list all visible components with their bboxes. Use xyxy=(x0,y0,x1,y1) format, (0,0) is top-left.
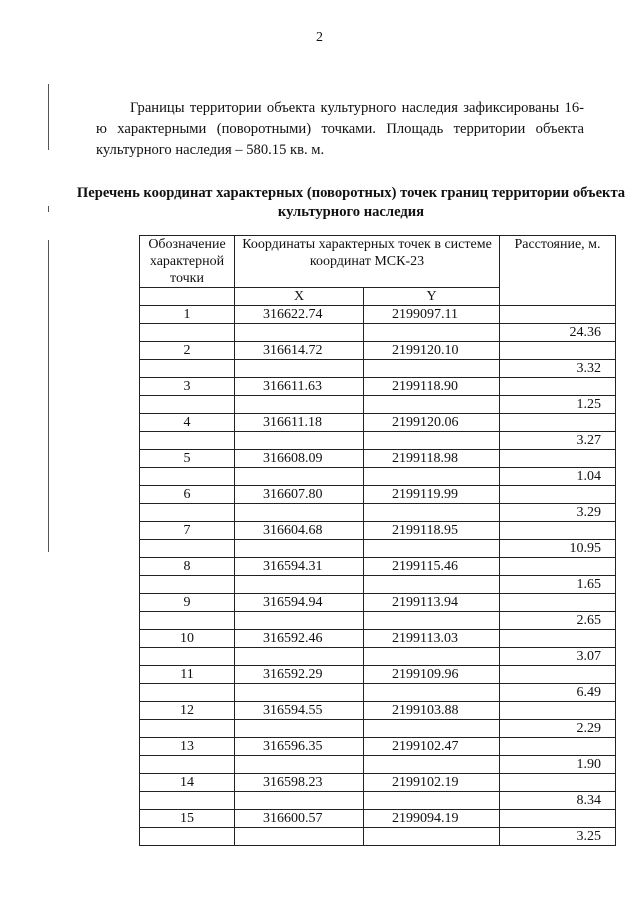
distance-value: 1.04 xyxy=(500,468,616,486)
y-coordinate: 2199118.95 xyxy=(364,522,500,540)
empty-cell xyxy=(364,468,500,486)
y-coordinate: 2199118.98 xyxy=(364,450,500,468)
empty-cell xyxy=(235,612,364,630)
empty-cell xyxy=(235,432,364,450)
y-coordinate: 2199102.19 xyxy=(364,774,500,792)
empty-cell xyxy=(364,504,500,522)
empty-cell xyxy=(364,828,500,846)
x-coordinate: 316622.74 xyxy=(235,306,364,324)
empty-cell xyxy=(140,576,235,594)
point-number: 4 xyxy=(140,414,235,432)
margin-mark xyxy=(48,240,49,552)
empty-cell xyxy=(235,576,364,594)
table-row xyxy=(140,324,616,342)
empty-cell xyxy=(364,756,500,774)
distance-value: 3.29 xyxy=(500,504,616,522)
x-coordinate: 316592.46 xyxy=(235,630,364,648)
empty-cell xyxy=(235,396,364,414)
x-coordinate: 316594.55 xyxy=(235,702,364,720)
header-x: X xyxy=(235,288,364,306)
point-number: 2 xyxy=(140,342,235,360)
x-coordinate: 316604.68 xyxy=(235,522,364,540)
point-number: 12 xyxy=(140,702,235,720)
empty-cell xyxy=(500,630,616,648)
table-row xyxy=(140,792,616,810)
y-coordinate: 2199109.96 xyxy=(364,666,500,684)
empty-cell xyxy=(140,324,235,342)
empty-cell xyxy=(235,684,364,702)
table-row xyxy=(140,540,616,558)
empty-cell xyxy=(140,432,235,450)
x-coordinate: 316598.23 xyxy=(235,774,364,792)
table-row xyxy=(140,486,616,504)
table-row xyxy=(140,558,616,576)
header-point: Обозначение характерной точки xyxy=(140,236,235,288)
y-coordinate: 2199119.99 xyxy=(364,486,500,504)
empty-cell xyxy=(500,666,616,684)
empty-cell xyxy=(500,522,616,540)
empty-cell xyxy=(500,486,616,504)
point-number: 6 xyxy=(140,486,235,504)
empty-cell xyxy=(140,720,235,738)
table-row xyxy=(140,306,616,324)
distance-value: 2.65 xyxy=(500,612,616,630)
point-number: 15 xyxy=(140,810,235,828)
table-row xyxy=(140,774,616,792)
table-row xyxy=(140,396,616,414)
distance-value: 1.90 xyxy=(500,756,616,774)
empty-cell xyxy=(500,558,616,576)
empty-cell xyxy=(500,342,616,360)
empty-cell xyxy=(364,396,500,414)
empty-cell xyxy=(235,468,364,486)
header-coords: Координаты характерных точек в системе координат МСК-23 xyxy=(235,236,500,288)
point-number: 7 xyxy=(140,522,235,540)
empty-cell xyxy=(364,324,500,342)
distance-value: 6.49 xyxy=(500,684,616,702)
x-coordinate: 316611.63 xyxy=(235,378,364,396)
table-row xyxy=(140,828,616,846)
table-row xyxy=(140,702,616,720)
empty-cell xyxy=(364,360,500,378)
empty-cell xyxy=(235,540,364,558)
table-row xyxy=(140,738,616,756)
empty-cell xyxy=(500,702,616,720)
table-row xyxy=(140,576,616,594)
margin-mark xyxy=(48,84,49,150)
x-coordinate: 316594.94 xyxy=(235,594,364,612)
empty-cell xyxy=(140,468,235,486)
x-coordinate: 316592.29 xyxy=(235,666,364,684)
empty-cell xyxy=(235,324,364,342)
point-number: 5 xyxy=(140,450,235,468)
y-coordinate: 2199097.11 xyxy=(364,306,500,324)
table-body xyxy=(140,306,616,846)
empty-cell xyxy=(500,738,616,756)
empty-cell xyxy=(140,396,235,414)
page-number: 2 xyxy=(316,30,323,45)
empty-cell xyxy=(500,378,616,396)
empty-cell xyxy=(235,360,364,378)
x-coordinate: 316611.18 xyxy=(235,414,364,432)
table-row xyxy=(140,504,616,522)
table-row xyxy=(140,360,616,378)
x-coordinate: 316608.09 xyxy=(235,450,364,468)
distance-value: 3.32 xyxy=(500,360,616,378)
x-coordinate: 316607.80 xyxy=(235,486,364,504)
point-number: 10 xyxy=(140,630,235,648)
table-row xyxy=(140,666,616,684)
y-coordinate: 2199113.94 xyxy=(364,594,500,612)
empty-cell xyxy=(140,360,235,378)
table-row xyxy=(140,720,616,738)
empty-cell xyxy=(364,432,500,450)
point-number: 14 xyxy=(140,774,235,792)
table-row xyxy=(140,684,616,702)
empty-cell xyxy=(364,720,500,738)
x-coordinate: 316600.57 xyxy=(235,810,364,828)
list-title: Перечень координат характерных (поворотных) точек границ территории объекта культурного наследия xyxy=(76,185,626,220)
table-row xyxy=(140,432,616,450)
x-coordinate: 316614.72 xyxy=(235,342,364,360)
empty-cell xyxy=(235,504,364,522)
empty-cell xyxy=(364,792,500,810)
empty-cell xyxy=(364,648,500,666)
point-number: 3 xyxy=(140,378,235,396)
y-coordinate: 2199120.10 xyxy=(364,342,500,360)
distance-value: 24.36 xyxy=(500,324,616,342)
margin-mark xyxy=(48,206,49,212)
empty-cell xyxy=(140,612,235,630)
empty-cell xyxy=(364,612,500,630)
table-row xyxy=(140,612,616,630)
empty-cell xyxy=(500,414,616,432)
x-coordinate: 316596.35 xyxy=(235,738,364,756)
header-point-cont xyxy=(140,288,235,306)
x-coordinate: 316594.31 xyxy=(235,558,364,576)
y-coordinate: 2199102.47 xyxy=(364,738,500,756)
distance-value: 3.07 xyxy=(500,648,616,666)
empty-cell xyxy=(140,684,235,702)
empty-cell xyxy=(140,540,235,558)
empty-cell xyxy=(500,810,616,828)
empty-cell xyxy=(140,792,235,810)
distance-value: 10.95 xyxy=(500,540,616,558)
empty-cell xyxy=(235,792,364,810)
point-number: 1 xyxy=(140,306,235,324)
table-row xyxy=(140,630,616,648)
table-row xyxy=(140,810,616,828)
distance-value: 3.27 xyxy=(500,432,616,450)
y-coordinate: 2199115.46 xyxy=(364,558,500,576)
table-row xyxy=(140,648,616,666)
distance-value: 1.65 xyxy=(500,576,616,594)
empty-cell xyxy=(140,756,235,774)
empty-cell xyxy=(140,504,235,522)
empty-cell xyxy=(500,450,616,468)
header-y: Y xyxy=(364,288,500,306)
coordinates-table xyxy=(139,235,616,846)
empty-cell xyxy=(500,306,616,324)
distance-value: 3.25 xyxy=(500,828,616,846)
distance-value: 1.25 xyxy=(500,396,616,414)
empty-cell xyxy=(364,684,500,702)
empty-cell xyxy=(140,828,235,846)
table-row xyxy=(140,450,616,468)
table-row xyxy=(140,594,616,612)
y-coordinate: 2199113.03 xyxy=(364,630,500,648)
table-row xyxy=(140,378,616,396)
empty-cell xyxy=(235,648,364,666)
empty-cell xyxy=(140,648,235,666)
table-row xyxy=(140,342,616,360)
distance-value: 8.34 xyxy=(500,792,616,810)
y-coordinate: 2199094.19 xyxy=(364,810,500,828)
table-row xyxy=(140,522,616,540)
empty-cell xyxy=(500,594,616,612)
empty-cell xyxy=(235,828,364,846)
header-distance: Расстояние, м. xyxy=(500,236,616,306)
y-coordinate: 2199118.90 xyxy=(364,378,500,396)
y-coordinate: 2199103.88 xyxy=(364,702,500,720)
table-row xyxy=(140,468,616,486)
intro-paragraph: Границы территории объекта культурного наследия зафиксированы 16-ю характерными (поворотными) точками. Площадь территории объекта культурного наследия – 580.15 кв. м. xyxy=(96,100,584,158)
point-number: 8 xyxy=(140,558,235,576)
point-number: 9 xyxy=(140,594,235,612)
empty-cell xyxy=(364,576,500,594)
empty-cell xyxy=(235,720,364,738)
y-coordinate: 2199120.06 xyxy=(364,414,500,432)
point-number: 13 xyxy=(140,738,235,756)
empty-cell xyxy=(500,774,616,792)
empty-cell xyxy=(364,540,500,558)
point-number: 11 xyxy=(140,666,235,684)
table-row xyxy=(140,414,616,432)
empty-cell xyxy=(235,756,364,774)
distance-value: 2.29 xyxy=(500,720,616,738)
table-row xyxy=(140,756,616,774)
